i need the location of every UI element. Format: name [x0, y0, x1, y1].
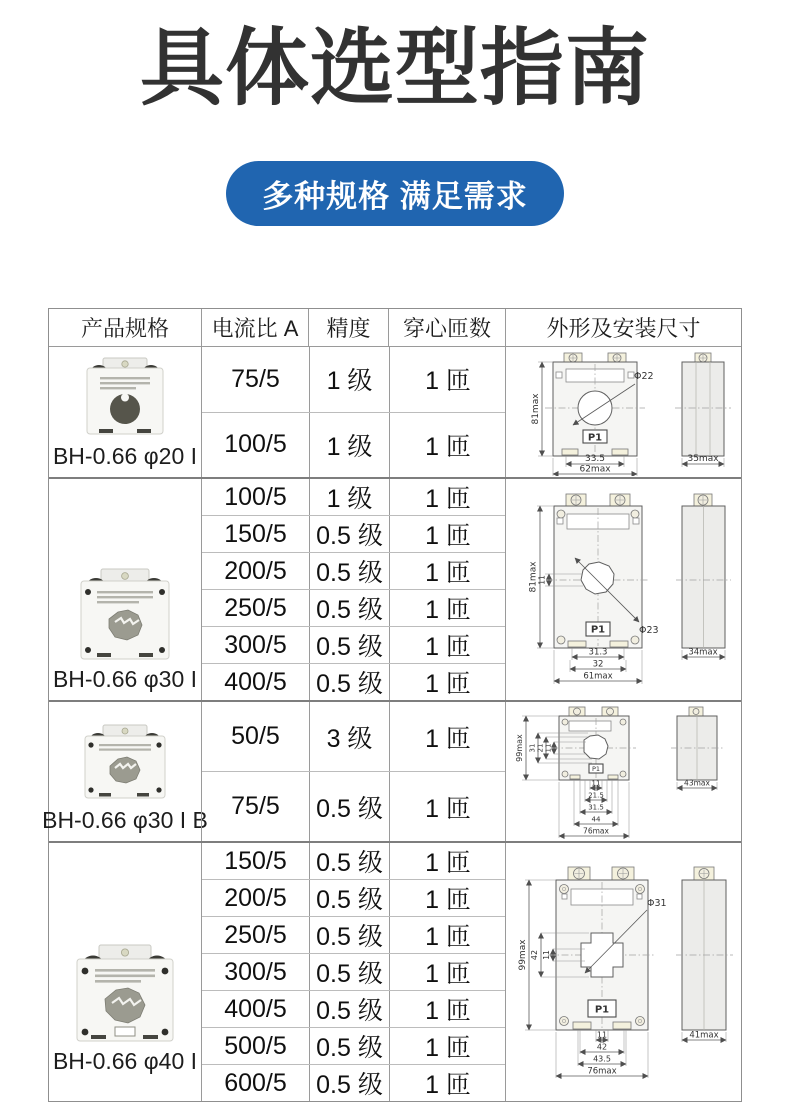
table-row [202, 843, 505, 879]
header-turns: 穿心匝数 [388, 309, 505, 346]
turns-cell: 1 匝 [389, 516, 506, 552]
bottom-dim-label: 42 [596, 1042, 607, 1052]
turns-cell: 1 匝 [389, 413, 506, 478]
table-row [202, 663, 505, 700]
table-row [202, 771, 505, 841]
product-cell [42, 702, 208, 841]
height-dim-label: 81max [528, 561, 538, 593]
side-dim-label: 34max [687, 647, 718, 658]
drawing-cell [505, 702, 741, 841]
accuracy-cell: 0.5 级 [309, 553, 389, 589]
bottom-dim-label: 76max [582, 826, 609, 835]
header-ratio: 电流比 A [201, 309, 308, 346]
turns-cell: 1 匝 [389, 880, 506, 916]
header-dimensions: 外形及安装尺寸 [505, 309, 741, 346]
ratio-cell: 250/5 [224, 920, 287, 949]
bottom-dim-label: 11 [591, 779, 600, 787]
ratio-cell: 75/5 [231, 364, 280, 393]
left-dim-label: 42 [529, 949, 539, 961]
ratio-cell: 600/5 [224, 1068, 287, 1097]
table-row [202, 515, 505, 552]
product-group-phi40 [49, 841, 741, 1101]
product-photo-phi40 [71, 943, 179, 1045]
accuracy-cell: 0.5 级 [309, 991, 389, 1027]
bottom-dim-label: 11 [596, 1030, 607, 1040]
p1-label: P1 [587, 432, 602, 444]
ratio-cell: 50/5 [231, 722, 280, 750]
bottom-dim-label: 32 [592, 659, 603, 670]
bottom-dim-label: 31.3 [588, 647, 607, 658]
product-name: BH-0.66 φ30 I [52, 666, 198, 692]
table-row [202, 347, 505, 412]
table-row [202, 589, 505, 626]
product-cell [49, 843, 201, 1101]
ratio-cell: 75/5 [231, 792, 280, 820]
turns-cell: 1 匝 [389, 991, 506, 1027]
ratio-cell: 100/5 [224, 430, 287, 459]
dimension-drawing-phi30 [509, 488, 739, 691]
spec-rows [201, 843, 505, 1101]
table-row [202, 702, 505, 771]
badge: 多种规格 满足需求 [226, 161, 564, 226]
product-group-phi20 [49, 347, 741, 477]
spec-rows [201, 702, 505, 841]
spec-table [42, 308, 742, 1102]
header-product: 产品规格 [80, 316, 169, 341]
hole-dim-label: Φ31 [646, 898, 667, 909]
turns-cell: 1 匝 [389, 590, 506, 626]
ratio-cell: 100/5 [224, 482, 287, 511]
p1-label: P1 [590, 624, 605, 636]
side-dim-label: 43max [683, 778, 710, 787]
accuracy-cell: 0.5 级 [309, 1065, 389, 1101]
ratio-cell: 300/5 [224, 630, 287, 659]
product-name: BH-0.66 φ20 I [52, 443, 198, 469]
table-row [202, 1027, 505, 1064]
left-dim-label: 11 [537, 575, 546, 585]
left-dim-label: 31 [528, 743, 536, 752]
table-row [202, 479, 505, 515]
dimension-drawing-phi40 [509, 860, 739, 1084]
accuracy-cell: 1 级 [309, 479, 389, 515]
table-row [202, 626, 505, 663]
spec-rows [201, 347, 505, 477]
product-photo-phi30 [75, 567, 175, 663]
product-cell [49, 347, 201, 477]
hole-dim-label: Φ23 [638, 625, 659, 636]
ratio-cell: 150/5 [224, 846, 287, 875]
dimension-drawing-phi20 [509, 348, 739, 476]
accuracy-cell: 0.5 级 [309, 590, 389, 626]
ratio-cell: 250/5 [224, 593, 287, 622]
product-name: BH-0.66 φ30 I B [42, 807, 208, 833]
accuracy-cell: 0.5 级 [309, 880, 389, 916]
turns-cell: 1 匝 [389, 553, 506, 589]
bottom-dim-label: 31.5 [587, 803, 604, 811]
bottom-dim-label: 43.5 [592, 1054, 611, 1064]
turns-cell: 1 匝 [389, 1065, 506, 1101]
bottom-dim-label: 44 [591, 815, 600, 823]
accuracy-cell: 0.5 级 [309, 954, 389, 990]
height-dim-label: 81max [530, 393, 541, 425]
ratio-cell: 200/5 [224, 556, 287, 585]
drawing-cell [505, 843, 741, 1101]
ratio-cell: 400/5 [224, 667, 287, 696]
product-photo-phi20 [79, 356, 171, 440]
accuracy-cell: 0.5 级 [309, 917, 389, 953]
accuracy-cell: 0.5 级 [309, 1028, 389, 1064]
ratio-cell: 500/5 [224, 1031, 287, 1060]
height-dim-label: 99max [514, 733, 524, 762]
turns-cell: 1 匝 [389, 772, 506, 841]
accuracy-cell: 3 级 [309, 702, 389, 771]
table-header-row [49, 309, 741, 347]
p1-label: P1 [594, 1004, 609, 1016]
ratio-cell: 150/5 [224, 519, 287, 548]
turns-cell: 1 匝 [389, 479, 506, 515]
bottom-dim-label: 76max [586, 1066, 617, 1077]
left-dim-label: 21 [536, 743, 544, 752]
accuracy-cell: 0.5 级 [309, 627, 389, 663]
product-group-phi30 [49, 477, 741, 700]
accuracy-cell: 1 级 [309, 347, 389, 412]
bottom-dim-label: 62max [578, 464, 611, 475]
accuracy-cell: 0.5 级 [309, 664, 389, 700]
bottom-dim-label: 33.5 [584, 454, 605, 464]
accuracy-cell: 0.5 级 [309, 516, 389, 552]
spec-rows [201, 479, 505, 700]
drawing-cell [505, 347, 741, 477]
left-dim-label: 11 [544, 743, 552, 752]
bottom-dim-label: 61max [582, 671, 613, 682]
table-row [202, 412, 505, 478]
ratio-cell: 300/5 [224, 957, 287, 986]
turns-cell: 1 匝 [389, 843, 506, 879]
accuracy-cell: 0.5 级 [309, 772, 389, 841]
product-name: BH-0.66 φ40 I [52, 1048, 198, 1074]
product-cell [49, 479, 201, 700]
turns-cell: 1 匝 [389, 664, 506, 700]
turns-cell: 1 匝 [389, 627, 506, 663]
bottom-dim-label: 21.5 [587, 791, 604, 799]
dimension-drawing-phi30b [508, 704, 740, 840]
product-photo-phi30b [79, 724, 171, 804]
table-row [202, 1064, 505, 1101]
table-row [202, 916, 505, 953]
page-title: 具体选型指南 [139, 21, 650, 115]
table-row [202, 879, 505, 916]
ratio-cell: 200/5 [224, 883, 287, 912]
accuracy-cell: 0.5 级 [309, 843, 389, 879]
turns-cell: 1 匝 [389, 917, 506, 953]
accuracy-cell: 1 级 [309, 413, 389, 478]
left-dim-label: 11 [541, 950, 551, 960]
table-row [202, 990, 505, 1027]
turns-cell: 1 匝 [389, 954, 506, 990]
side-dim-label: 41max [688, 1030, 719, 1041]
product-group-phi30b [42, 700, 741, 841]
table-row [202, 953, 505, 990]
turns-cell: 1 匝 [389, 347, 506, 412]
turns-cell: 1 匝 [389, 1028, 506, 1064]
p1-label: P1 [591, 764, 600, 773]
header-accuracy: 精度 [308, 309, 388, 346]
height-dim-label: 99max [517, 939, 528, 971]
hole-dim-label: Φ22 [633, 371, 654, 382]
drawing-cell [505, 479, 741, 700]
side-dim-label: 35max [686, 454, 719, 464]
turns-cell: 1 匝 [389, 702, 506, 771]
table-row [202, 552, 505, 589]
ratio-cell: 400/5 [224, 994, 287, 1023]
